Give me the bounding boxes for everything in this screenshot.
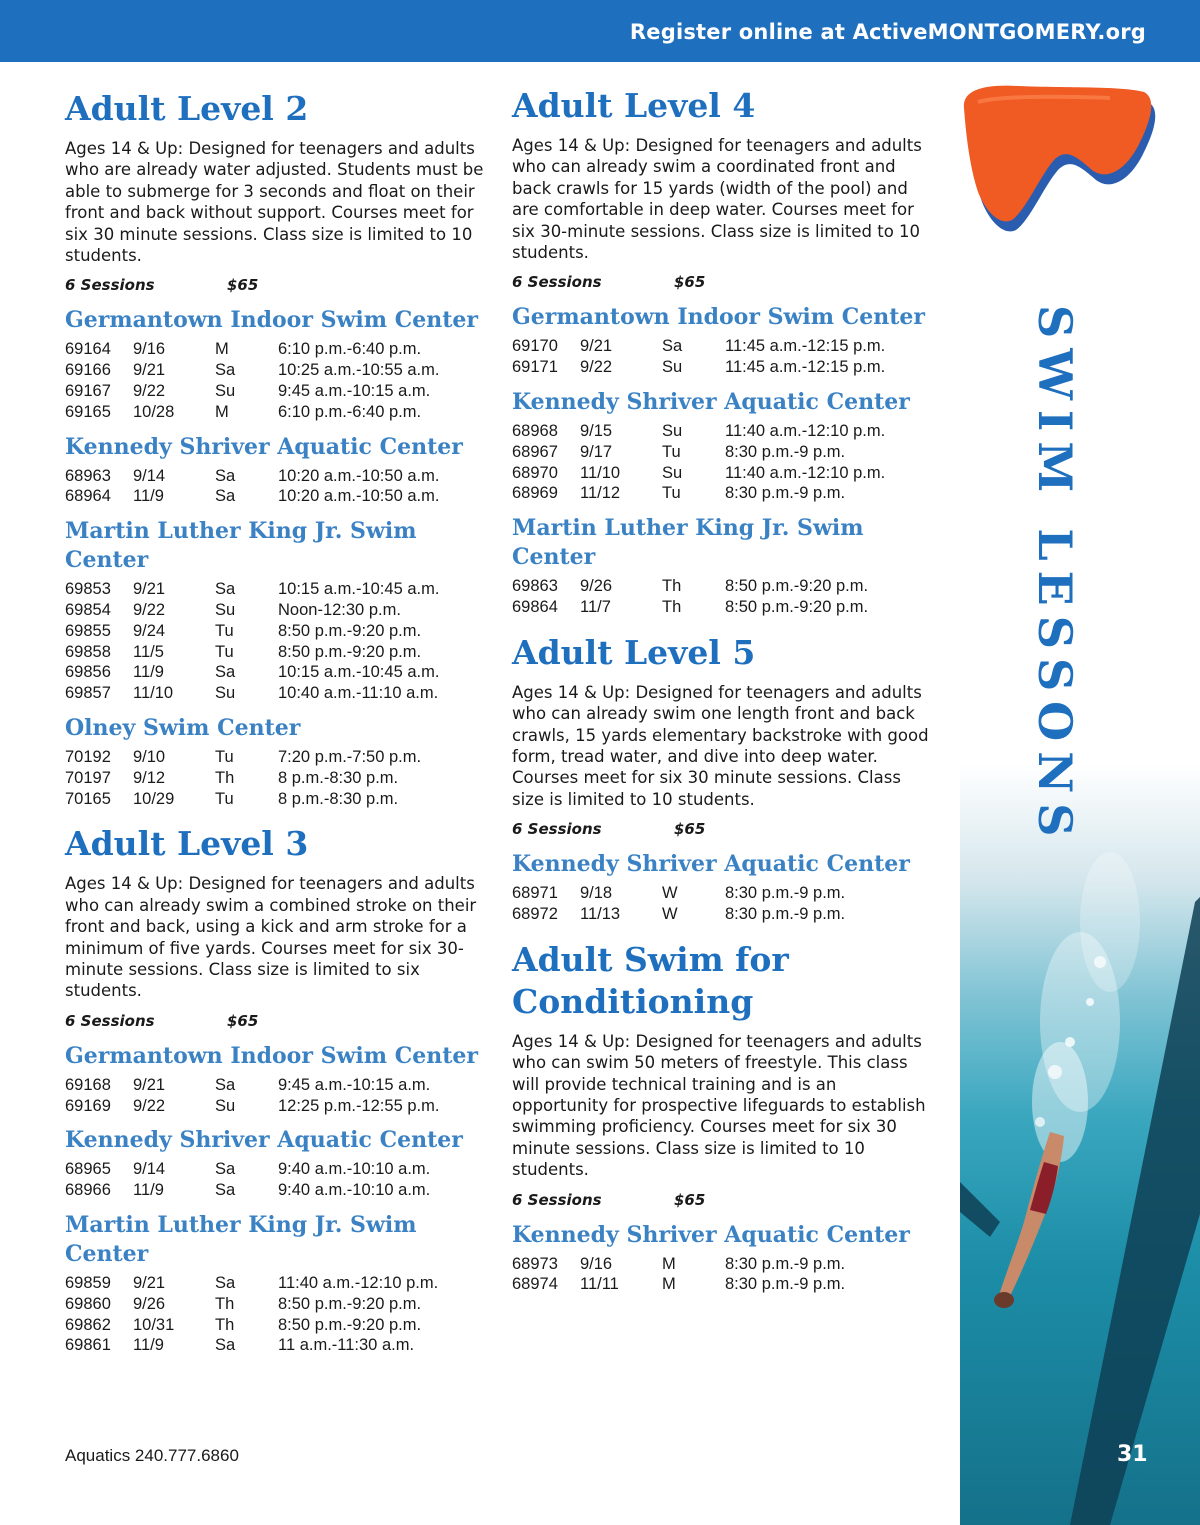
- weekday: M: [662, 1275, 676, 1294]
- start-date: 9/15: [580, 422, 613, 441]
- class-price: $65: [674, 1190, 706, 1209]
- schedule-row: [512, 597, 932, 618]
- schedule-row: [512, 336, 932, 357]
- weekday: Sa: [215, 1274, 236, 1293]
- start-date: 9/10: [133, 748, 166, 766]
- start-date: 11/9: [133, 487, 164, 506]
- start-date: 9/12: [133, 768, 166, 787]
- schedule-row: [65, 1159, 485, 1180]
- class-title: Adult Level 2: [65, 89, 309, 128]
- course-number: 69170: [512, 337, 558, 356]
- start-date: 10/28: [133, 402, 175, 421]
- weekday: Sa: [215, 361, 236, 380]
- weekday: W: [662, 905, 678, 924]
- schedule-table: [512, 336, 932, 378]
- time-range: 12:25 p.m.-12:55 p.m.: [278, 1096, 440, 1115]
- course-number: 68967: [512, 442, 558, 461]
- schedule-row: [65, 1096, 485, 1117]
- time-range: 8:50 p.m.-9:20 p.m.: [278, 642, 422, 661]
- course-number: 68968: [512, 422, 558, 441]
- schedule-row: [65, 642, 485, 663]
- schedule-table: [65, 466, 485, 508]
- start-date: 11/10: [580, 463, 621, 482]
- course-number: 69858: [65, 642, 111, 661]
- start-date: 11/10: [133, 684, 174, 703]
- weekday: Th: [662, 577, 682, 596]
- time-range: 7:20 p.m.-7:50 p.m.: [278, 748, 422, 766]
- time-range: 11:40 a.m.-12:10 p.m.: [725, 422, 886, 441]
- schedule-row: [512, 1254, 932, 1275]
- schedule-table: [65, 339, 485, 422]
- schedule-row: [65, 1294, 485, 1315]
- schedule-row: [65, 747, 485, 768]
- course-number: 69854: [65, 601, 111, 620]
- course-number: 69861: [65, 1336, 111, 1355]
- class-price: $65: [227, 276, 259, 295]
- course-number: 69856: [65, 663, 111, 682]
- weekday: Th: [215, 768, 235, 787]
- course-number: 69859: [65, 1274, 111, 1293]
- left-column: [65, 88, 485, 1356]
- start-date: 9/17: [580, 442, 613, 461]
- weekday: M: [662, 1254, 676, 1273]
- schedule-row: [512, 463, 932, 484]
- weekday: Su: [662, 463, 683, 482]
- session-count: 6 Sessions: [65, 276, 155, 295]
- schedule-row: [65, 768, 485, 789]
- course-number: 69171: [512, 358, 558, 377]
- weekday: Tu: [215, 621, 234, 640]
- schedule-table: [65, 747, 485, 809]
- schedule-table: [65, 1273, 485, 1356]
- weekday: Sa: [215, 580, 236, 599]
- class-price: $65: [227, 1011, 259, 1030]
- weekday: Th: [215, 1294, 235, 1313]
- schedule-row: [65, 381, 485, 402]
- schedule-row: [512, 442, 932, 463]
- schedule-table: [512, 576, 932, 618]
- schedule-row: [65, 789, 485, 810]
- course-number: 69166: [65, 361, 111, 380]
- schedule-row: [512, 1274, 932, 1295]
- weekday: Tu: [215, 642, 234, 661]
- schedule-row: [65, 621, 485, 642]
- schedule-table: [512, 421, 932, 504]
- start-date: 11/12: [580, 484, 621, 503]
- course-number: 69862: [65, 1315, 111, 1334]
- time-range: 11 a.m.-11:30 a.m.: [278, 1336, 415, 1355]
- time-range: 8 p.m.-8:30 p.m.: [278, 789, 399, 808]
- start-date: 11/9: [133, 1336, 164, 1355]
- start-date: 10/29: [133, 789, 175, 808]
- course-number: 68966: [65, 1181, 111, 1200]
- swim-lessons-vertical-title: SWIM LESSONS: [1028, 305, 1082, 847]
- location-heading: Martin Luther King Jr. Swim Center: [512, 515, 864, 571]
- time-range: 8:30 p.m.-9 p.m.: [725, 884, 846, 903]
- location-heading: Germantown Indoor Swim Center: [65, 307, 478, 334]
- start-date: 11/7: [580, 598, 611, 617]
- time-range: 8:50 p.m.-9:20 p.m.: [725, 577, 869, 596]
- schedule-table: [512, 1254, 932, 1296]
- schedule-row: [65, 662, 485, 683]
- weekday: Th: [215, 1315, 235, 1334]
- weekday: Sa: [662, 337, 683, 356]
- time-range: 6:10 p.m.-6:40 p.m.: [278, 402, 422, 421]
- class-meta: [512, 1189, 932, 1211]
- time-range: 8:30 p.m.-9 p.m.: [725, 442, 846, 461]
- class-section: [65, 823, 485, 1356]
- register-link[interactable]: Register online at ActiveMONTGOMERY.org: [629, 20, 1146, 44]
- start-date: 11/9: [133, 1181, 164, 1200]
- top-banner: [0, 0, 1200, 62]
- course-number: 70197: [65, 768, 111, 787]
- time-range: 10:20 a.m.-10:50 a.m.: [278, 487, 440, 506]
- location-heading: Martin Luther King Jr. Swim Center: [65, 1212, 417, 1268]
- class-meta: [65, 1010, 485, 1032]
- class-meta: [512, 271, 932, 293]
- weekday: Tu: [215, 789, 234, 808]
- time-range: 8:30 p.m.-9 p.m.: [725, 1275, 846, 1294]
- location-heading: Martin Luther King Jr. Swim Center: [65, 518, 417, 574]
- time-range: 9:40 a.m.-10:10 a.m.: [278, 1181, 431, 1200]
- schedule-row: [512, 483, 932, 504]
- weekday: Su: [215, 1096, 236, 1115]
- weekday: W: [662, 884, 678, 903]
- start-date: 9/16: [580, 1254, 613, 1273]
- schedule-row: [65, 466, 485, 487]
- schedule-table: [65, 1159, 485, 1201]
- weekday: Sa: [215, 663, 236, 682]
- time-range: 11:40 a.m.-12:10 p.m.: [725, 463, 886, 482]
- course-number: 69167: [65, 382, 111, 401]
- start-date: 11/5: [133, 642, 164, 661]
- class-description: Ages 14 & Up: Designed for teenagers and adults who can already swim a coordinated front and back crawls for 15 yards (width of the pool) and are comfortable in deep water. Courses meet for six 30-minute sessions. Class size is limited to 10 students.: [512, 136, 922, 263]
- weekday: Tu: [662, 484, 681, 503]
- time-range: 8:30 p.m.-9 p.m.: [725, 484, 846, 503]
- course-number: 68963: [65, 466, 111, 485]
- start-date: 9/16: [133, 340, 166, 359]
- start-date: 10/31: [133, 1315, 175, 1334]
- course-number: 69857: [65, 684, 111, 703]
- start-date: 9/18: [580, 884, 613, 903]
- class-description: Ages 14 & Up: Designed for teenagers and adults who can swim 50 meters of freestyle. This class will provide technical training and is an opportunity for prospective lifeguards to establish swimming proficiency. Courses meet for six 30 minute sessions. Class size is limited to 10 students.: [512, 1031, 926, 1180]
- class-section: [512, 85, 932, 618]
- session-count: 6 Sessions: [512, 273, 602, 292]
- class-title: Adult Level 5: [512, 632, 756, 672]
- time-range: 9:45 a.m.-10:15 a.m.: [278, 382, 431, 401]
- start-date: 11/9: [133, 663, 164, 682]
- weekday: Sa: [215, 1336, 236, 1355]
- schedule-row: [65, 1335, 485, 1356]
- class-title: Adult Swim for Conditioning: [512, 939, 789, 1021]
- start-date: 9/26: [133, 1294, 166, 1313]
- time-range: 8:50 p.m.-9:20 p.m.: [278, 621, 422, 640]
- class-description: Ages 14 & Up: Designed for teenagers and adults who are already water adjusted. Students must be able to submerge for 3 seconds and float on their front and back without support. Courses meet for six 30 minute sessions. Class size is limited to 10 students.: [65, 139, 484, 266]
- location-heading: Kennedy Shriver Aquatic Center: [65, 433, 463, 460]
- schedule-row: [512, 883, 932, 904]
- course-number: 69169: [65, 1096, 111, 1115]
- schedule-table: [65, 579, 485, 704]
- weekday: Sa: [215, 487, 236, 506]
- start-date: 9/21: [580, 337, 613, 356]
- weekday: Su: [215, 382, 236, 401]
- schedule-row: [512, 357, 932, 378]
- schedule-row: [65, 339, 485, 360]
- course-number: 69168: [65, 1075, 111, 1094]
- weekday: Sa: [215, 1181, 236, 1200]
- class-description: Ages 14 & Up: Designed for teenagers and adults who can already swim a combined stroke on their front and back, using a kick and arm stroke for a minimum of five yards. Courses meet for six 30-minute sessions. Class size is limited to six students.: [65, 874, 477, 1001]
- start-date: 9/14: [133, 1160, 166, 1179]
- schedule-row: [65, 683, 485, 704]
- schedule-row: [65, 1075, 485, 1096]
- class-section: [512, 939, 932, 1295]
- class-section: [65, 88, 485, 809]
- schedule-row: [65, 1273, 485, 1294]
- time-range: 10:15 a.m.-10:45 a.m.: [278, 663, 440, 682]
- weekday: Su: [215, 601, 236, 620]
- schedule-row: [512, 421, 932, 442]
- weekday: Tu: [215, 748, 234, 766]
- start-date: 11/11: [580, 1275, 619, 1294]
- splash-bubbles: [1032, 852, 1140, 1162]
- time-range: 8:30 p.m.-9 p.m.: [725, 1254, 846, 1273]
- course-number: 68972: [512, 905, 558, 924]
- course-number: 69863: [512, 577, 558, 596]
- weekday: Th: [662, 598, 682, 617]
- course-number: 68965: [65, 1160, 111, 1179]
- class-title: Adult Level 4: [512, 86, 756, 125]
- time-range: 11:45 a.m.-12:15 p.m.: [725, 358, 886, 377]
- course-number: 69853: [65, 580, 111, 599]
- time-range: 10:25 a.m.-10:55 a.m.: [278, 361, 440, 380]
- course-number: 68964: [65, 487, 111, 506]
- course-number: 70165: [65, 789, 111, 808]
- start-date: 9/21: [133, 361, 166, 380]
- class-price: $65: [674, 820, 706, 839]
- time-range: 10:15 a.m.-10:45 a.m.: [278, 580, 440, 599]
- time-range: 11:45 a.m.-12:15 p.m.: [725, 337, 886, 356]
- schedule-row: [65, 600, 485, 621]
- schedule-row: [512, 576, 932, 597]
- time-range: 9:45 a.m.-10:15 a.m.: [278, 1075, 431, 1094]
- time-range: 10:20 a.m.-10:50 a.m.: [278, 466, 440, 485]
- location-heading: Germantown Indoor Swim Center: [512, 304, 925, 331]
- weekday: Su: [662, 358, 683, 377]
- location-heading: Kennedy Shriver Aquatic Center: [512, 851, 910, 878]
- kickboard-icon: [964, 86, 1155, 232]
- class-section: [512, 632, 932, 925]
- time-range: 8:50 p.m.-9:20 p.m.: [725, 598, 869, 617]
- location-heading: Kennedy Shriver Aquatic Center: [512, 389, 910, 416]
- start-date: 9/22: [133, 1096, 166, 1115]
- course-number: 69855: [65, 621, 111, 640]
- class-description: Ages 14 & Up: Designed for teenagers and adults who can already swim one length front and back crawls, 15 yards elementary backstroke with good form, tread water, and dive into deep water. Courses meet for six 30 minute sessions. Class size is limited to 10 students.: [512, 682, 929, 809]
- schedule-row: [65, 486, 485, 507]
- time-range: 11:40 a.m.-12:10 p.m.: [278, 1274, 439, 1293]
- session-count: 6 Sessions: [512, 1190, 602, 1209]
- session-count: 6 Sessions: [65, 1011, 155, 1030]
- schedule-row: [65, 1180, 485, 1201]
- start-date: 9/26: [580, 577, 613, 596]
- time-range: 8:30 p.m.-9 p.m.: [725, 905, 846, 924]
- schedule-row: [512, 904, 932, 925]
- aquatics-phone: Aquatics 240.777.6860: [65, 1446, 239, 1465]
- schedule-row: [65, 1315, 485, 1336]
- course-number: 69860: [65, 1294, 111, 1313]
- weekday: M: [215, 402, 229, 421]
- start-date: 9/24: [133, 621, 166, 640]
- time-range: 9:40 a.m.-10:10 a.m.: [278, 1160, 431, 1179]
- weekday: Sa: [215, 1075, 236, 1094]
- course-number: 69164: [65, 340, 111, 359]
- start-date: 9/21: [133, 1274, 166, 1293]
- class-title: Adult Level 3: [65, 824, 309, 864]
- start-date: 11/13: [580, 905, 621, 924]
- time-range: Noon-12:30 p.m.: [278, 601, 401, 620]
- course-number: 68971: [512, 884, 558, 903]
- weekday: M: [215, 340, 229, 359]
- time-range: 6:10 p.m.-6:40 p.m.: [278, 340, 422, 359]
- right-column: [512, 85, 932, 1295]
- course-number: 69864: [512, 598, 558, 617]
- location-heading: Kennedy Shriver Aquatic Center: [512, 1221, 910, 1248]
- class-price: $65: [674, 273, 706, 292]
- location-heading: Kennedy Shriver Aquatic Center: [65, 1127, 463, 1154]
- schedule-row: [65, 360, 485, 381]
- start-date: 9/21: [133, 1075, 166, 1094]
- start-date: 9/14: [133, 466, 166, 485]
- course-number: 70192: [65, 748, 111, 766]
- course-number: 68973: [512, 1254, 558, 1273]
- location-heading: Olney Swim Center: [65, 715, 301, 741]
- course-number: 68969: [512, 484, 558, 503]
- schedule-table: [65, 1075, 485, 1117]
- schedule-table: [512, 883, 932, 925]
- page-number: 31: [1117, 1442, 1148, 1467]
- location-heading: Germantown Indoor Swim Center: [65, 1042, 478, 1069]
- weekday: Sa: [215, 1160, 236, 1179]
- time-range: 8:50 p.m.-9:20 p.m.: [278, 1315, 422, 1334]
- start-date: 9/22: [580, 358, 613, 377]
- course-number: 69165: [65, 402, 111, 421]
- start-date: 9/22: [133, 601, 166, 620]
- swimmer-figure: [994, 1132, 1064, 1308]
- weekday: Sa: [215, 466, 236, 485]
- schedule-row: [65, 402, 485, 423]
- course-number: 68974: [512, 1275, 558, 1294]
- class-meta: [512, 818, 932, 840]
- start-date: 9/22: [133, 382, 166, 401]
- weekday: Su: [662, 422, 683, 441]
- course-number: 68970: [512, 463, 558, 482]
- schedule-row: [65, 579, 485, 600]
- time-range: 8 p.m.-8:30 p.m.: [278, 768, 399, 787]
- start-date: 9/21: [133, 580, 166, 599]
- time-range: 10:40 a.m.-11:10 a.m.: [278, 684, 439, 703]
- class-meta: [65, 274, 485, 296]
- weekday: Su: [215, 684, 236, 703]
- weekday: Tu: [662, 442, 681, 461]
- time-range: 8:50 p.m.-9:20 p.m.: [278, 1294, 422, 1313]
- session-count: 6 Sessions: [512, 820, 602, 839]
